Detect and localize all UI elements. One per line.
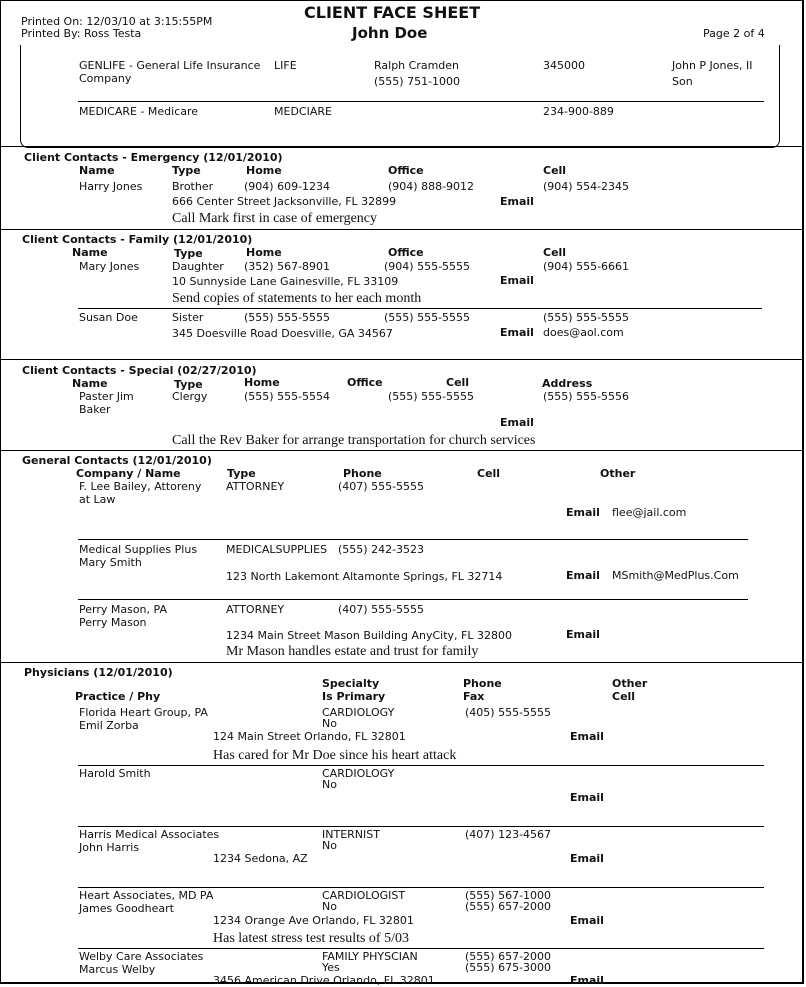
col-cell: Cell (612, 690, 636, 703)
printed-by: Printed By: Ross Testa (21, 27, 142, 40)
divider (78, 948, 764, 949)
col-home: Home (244, 376, 280, 389)
note: Call the Rev Baker for arrange transportation for church services (172, 433, 536, 448)
col-company: Company / Name (76, 467, 181, 480)
section-divider (0, 662, 804, 663)
divider (78, 826, 764, 827)
col-name: Name (72, 246, 108, 259)
col-fax: Fax (463, 690, 485, 703)
col-address: Address (542, 377, 593, 390)
section-divider (0, 359, 804, 360)
section-heading-physicians: Physicians (12/01/2010) (24, 666, 173, 679)
note: Has cared for Mr Doe since his heart attack (213, 748, 457, 763)
page-number: Page 2 of 4 (703, 27, 765, 40)
col-name: Name (79, 164, 115, 177)
col-specialty: Specialty (322, 677, 380, 690)
col-office: Office (347, 376, 383, 389)
col-office: Office (388, 246, 424, 259)
section-heading-family: Client Contacts - Family (12/01/2010) (22, 233, 253, 246)
col-cell: Cell (477, 467, 501, 480)
printed-on: Printed On: 12/03/10 at 3:15:55PM (21, 15, 213, 28)
col-home: Home (246, 246, 282, 259)
divider (78, 539, 748, 540)
section-heading-general: General Contacts (12/01/2010) (22, 454, 212, 467)
note: Send copies of statements to her each month (172, 291, 422, 306)
col-type: Type (174, 378, 203, 391)
col-type: Type (172, 164, 201, 177)
col-phone: Phone (463, 677, 502, 690)
col-other: Other (600, 467, 636, 480)
divider (78, 101, 764, 102)
col-practice: Practice / Phy (75, 690, 161, 703)
note: Mr Mason handles estate and trust for family (226, 644, 479, 659)
client-name: John Doe (352, 24, 428, 42)
section-divider (0, 146, 804, 147)
note: Call Mark first in case of emergency (172, 211, 378, 226)
col-home: Home (246, 164, 282, 177)
divider (78, 308, 762, 309)
col-office: Office (388, 164, 424, 177)
col-cell: Cell (446, 376, 470, 389)
col-primary: Is Primary (322, 690, 386, 703)
divider (78, 765, 764, 766)
divider (78, 887, 764, 888)
col-cell: Cell (543, 246, 567, 259)
divider (78, 599, 748, 600)
col-other: Other (612, 677, 648, 690)
page-title: CLIENT FACE SHEET (304, 3, 481, 22)
section-heading-emergency: Client Contacts - Emergency (12/01/2010) (24, 151, 283, 164)
section-heading-special: Client Contacts - Special (02/27/2010) (22, 364, 257, 377)
col-type: Type (227, 467, 256, 480)
col-cell: Cell (543, 164, 567, 177)
section-divider (0, 450, 804, 451)
col-phone: Phone (343, 467, 382, 480)
col-type: Type (174, 247, 203, 260)
section-divider (0, 229, 804, 230)
col-name: Name (72, 377, 108, 390)
note: Has latest stress test results of 5/03 (213, 931, 409, 946)
